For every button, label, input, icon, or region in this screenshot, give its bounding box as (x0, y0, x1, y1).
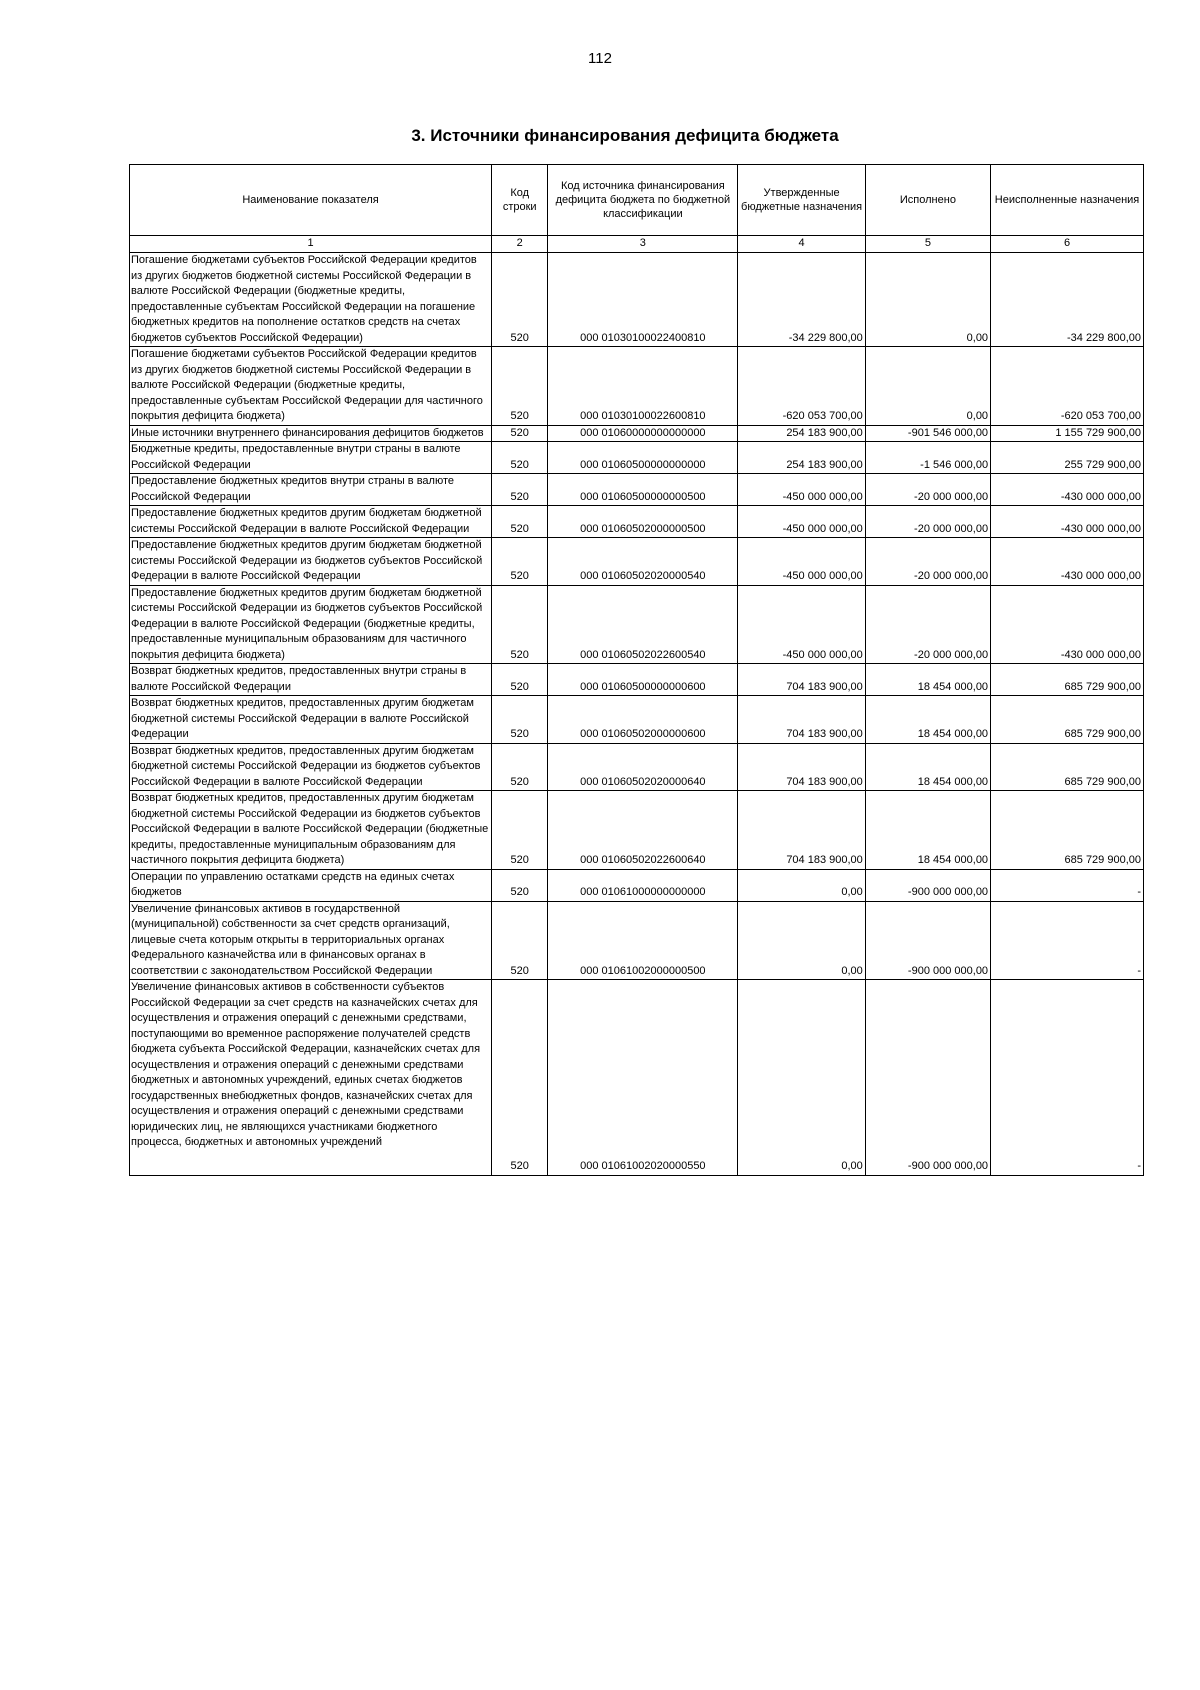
unexecuted-amount: -620 053 700,00 (991, 347, 1144, 426)
approved-amount: -450 000 000,00 (738, 585, 865, 664)
approved-amount: 0,00 (738, 869, 865, 901)
source-code: 000 01060502020000640 (548, 743, 738, 791)
indicator-name: Операции по управлению остатками средств на единых счетах бюджетов (130, 869, 492, 901)
approved-amount: 704 183 900,00 (738, 696, 865, 744)
header-source-code: Код источника финансирования дефицита бюджета по бюджетной классификации (548, 165, 738, 236)
source-code: 000 01060502020000540 (548, 538, 738, 586)
indicator-name: Предоставление бюджетных кредитов другим бюджетам бюджетной системы Российской Федерации из бюджетов субъектов Российской Федерации в валюте Российской Федерации (130, 538, 492, 586)
approved-amount: -450 000 000,00 (738, 474, 865, 506)
column-number: 1 (130, 236, 492, 253)
column-number: 4 (738, 236, 865, 253)
executed-amount: -900 000 000,00 (865, 901, 990, 980)
table-row (130, 347, 1144, 426)
page-number: 112 (588, 50, 612, 67)
source-code: 000 01030100022600810 (548, 347, 738, 426)
header-executed: Исполнено (865, 165, 990, 236)
indicator-name: Увеличение финансовых активов в собственности субъектов Российской Федерации за счет средств на казначейских счетах для осуществления и отражения операций с денежными средствами, поступающими во временное распоряжение получателей средств бюджета субъекта Российской Федерации, казначейских счетах для осуществления и отражения операций с денежными средствами бюджетных и автономных учреждений, единых счетах бюджетов государственных внебюджетных фондов, казначейских счетах для осуществления и отражения операций с денежными средствами юридических лиц, не являющихся участниками бюджетного процесса, бюджетных и автономных учреждений (130, 980, 492, 1176)
approved-amount: -450 000 000,00 (738, 506, 865, 538)
executed-amount: 18 454 000,00 (865, 791, 990, 870)
column-number: 6 (991, 236, 1144, 253)
approved-amount: 254 183 900,00 (738, 442, 865, 474)
approved-amount: 704 183 900,00 (738, 743, 865, 791)
table-row (130, 585, 1144, 664)
line-code: 520 (492, 506, 548, 538)
executed-amount: -900 000 000,00 (865, 869, 990, 901)
column-number-row (130, 236, 1144, 253)
line-code: 520 (492, 791, 548, 870)
indicator-name: Предоставление бюджетных кредитов другим бюджетам бюджетной системы Российской Федерации из бюджетов субъектов Российской Федерации в валюте Российской Федерации (бюджетные кредиты, предоставленные муниципальным образованиям для частичного покрытия дефицита бюджета) (130, 585, 492, 664)
executed-amount: -20 000 000,00 (865, 585, 990, 664)
source-code: 000 01060500000000500 (548, 474, 738, 506)
table-row (130, 506, 1144, 538)
executed-amount: -900 000 000,00 (865, 980, 990, 1176)
approved-amount: 254 183 900,00 (738, 425, 865, 442)
approved-amount: -34 229 800,00 (738, 253, 865, 347)
source-code: 000 01061002000000500 (548, 901, 738, 980)
approved-amount: 0,00 (738, 980, 865, 1176)
table-row (130, 696, 1144, 744)
unexecuted-amount: -430 000 000,00 (991, 474, 1144, 506)
executed-amount: 0,00 (865, 347, 990, 426)
source-code: 000 01060502022600540 (548, 585, 738, 664)
approved-amount: -450 000 000,00 (738, 538, 865, 586)
executed-amount: -1 546 000,00 (865, 442, 990, 474)
approved-amount: -620 053 700,00 (738, 347, 865, 426)
source-code: 000 01061002020000550 (548, 980, 738, 1176)
indicator-name: Иные источники внутреннего финансирования дефицитов бюджетов (130, 425, 492, 442)
approved-amount: 704 183 900,00 (738, 664, 865, 696)
line-code: 520 (492, 347, 548, 426)
indicator-name: Предоставление бюджетных кредитов другим бюджетам бюджетной системы Российской Федерации в валюте Российской Федерации (130, 506, 492, 538)
unexecuted-amount: - (991, 869, 1144, 901)
line-code: 520 (492, 474, 548, 506)
executed-amount: 18 454 000,00 (865, 696, 990, 744)
unexecuted-amount: 1 155 729 900,00 (991, 425, 1144, 442)
line-code: 520 (492, 253, 548, 347)
source-code: 000 01060000000000000 (548, 425, 738, 442)
table-row (130, 664, 1144, 696)
source-code: 000 01060500000000000 (548, 442, 738, 474)
approved-amount: 704 183 900,00 (738, 791, 865, 870)
table-row (130, 474, 1144, 506)
unexecuted-amount: - (991, 901, 1144, 980)
unexecuted-amount: - (991, 980, 1144, 1176)
line-code: 520 (492, 538, 548, 586)
source-code: 000 01060502000000600 (548, 696, 738, 744)
unexecuted-amount: 685 729 900,00 (991, 791, 1144, 870)
line-code: 520 (492, 743, 548, 791)
indicator-name: Предоставление бюджетных кредитов внутри страны в валюте Российской Федерации (130, 474, 492, 506)
header-unexecuted: Неисполненные назначения (991, 165, 1144, 236)
indicator-name: Погашение бюджетами субъектов Российской Федерации кредитов из других бюджетов бюджетной системы Российской Федерации в валюте Российской Федерации (бюджетные кредиты, предоставленные субъектам Российской Федерации на погашение бюджетных кредитов на пополнение остатков средств на счетах бюджетов субъектов Российской Федерации) (130, 253, 492, 347)
executed-amount: 0,00 (865, 253, 990, 347)
unexecuted-amount: 685 729 900,00 (991, 664, 1144, 696)
table-row (130, 253, 1144, 347)
table-row (130, 869, 1144, 901)
unexecuted-amount: -430 000 000,00 (991, 538, 1144, 586)
executed-amount: -901 546 000,00 (865, 425, 990, 442)
line-code: 520 (492, 442, 548, 474)
line-code: 520 (492, 585, 548, 664)
indicator-name: Бюджетные кредиты, предоставленные внутри страны в валюте Российской Федерации (130, 442, 492, 474)
line-code: 520 (492, 980, 548, 1176)
line-code: 520 (492, 869, 548, 901)
indicator-name: Возврат бюджетных кредитов, предоставленных внутри страны в валюте Российской Федерации (130, 664, 492, 696)
source-code: 000 01061000000000000 (548, 869, 738, 901)
indicator-name: Возврат бюджетных кредитов, предоставленных другим бюджетам бюджетной системы Российской Федерации в валюте Российской Федерации (130, 696, 492, 744)
line-code: 520 (492, 901, 548, 980)
indicator-name: Возврат бюджетных кредитов, предоставленных другим бюджетам бюджетной системы Российской Федерации из бюджетов субъектов Российской Федерации в валюте Российской Федерации (130, 743, 492, 791)
source-code: 000 01030100022400810 (548, 253, 738, 347)
unexecuted-amount: -430 000 000,00 (991, 506, 1144, 538)
line-code: 520 (492, 425, 548, 442)
table-row (130, 980, 1144, 1176)
column-number: 2 (492, 236, 548, 253)
unexecuted-amount: 255 729 900,00 (991, 442, 1144, 474)
source-code: 000 01060500000000600 (548, 664, 738, 696)
executed-amount: 18 454 000,00 (865, 664, 990, 696)
table-row (130, 538, 1144, 586)
table-row (130, 791, 1144, 870)
indicator-name: Погашение бюджетами субъектов Российской Федерации кредитов из других бюджетов бюджетной системы Российской Федерации в валюте Российской Федерации (бюджетные кредиты, предоставленные субъектам Российской Федерации для частичного покрытия дефицита бюджета) (130, 347, 492, 426)
header-row (130, 165, 1144, 236)
executed-amount: -20 000 000,00 (865, 474, 990, 506)
financing-sources-table (129, 164, 1144, 1176)
approved-amount: 0,00 (738, 901, 865, 980)
indicator-name: Возврат бюджетных кредитов, предоставленных другим бюджетам бюджетной системы Российской Федерации из бюджетов субъектов Российской Федерации в валюте Российской Федерации (бюджетные кредиты, предоставленные муниципальным образованиям для частичного покрытия дефицита бюджета) (130, 791, 492, 870)
unexecuted-amount: 685 729 900,00 (991, 696, 1144, 744)
executed-amount: -20 000 000,00 (865, 506, 990, 538)
source-code: 000 01060502022600640 (548, 791, 738, 870)
table-row (130, 425, 1144, 442)
table-row (130, 442, 1144, 474)
header-line-code: Код строки (492, 165, 548, 236)
line-code: 520 (492, 664, 548, 696)
unexecuted-amount: -430 000 000,00 (991, 585, 1144, 664)
column-number: 5 (865, 236, 990, 253)
table-row (130, 743, 1144, 791)
unexecuted-amount: 685 729 900,00 (991, 743, 1144, 791)
page-title: 3. Источники финансирования дефицита бюджета (411, 126, 839, 145)
source-code: 000 01060502000000500 (548, 506, 738, 538)
executed-amount: -20 000 000,00 (865, 538, 990, 586)
indicator-name: Увеличение финансовых активов в государственной (муниципальной) собственности за счет средств организаций, лицевые счета которым открыты в территориальных органах Федерального казначейства или в финансовых органах в соответствии с законодательством Российской Федерации (130, 901, 492, 980)
line-code: 520 (492, 696, 548, 744)
header-indicator-name: Наименование показателя (130, 165, 492, 236)
table-row (130, 901, 1144, 980)
executed-amount: 18 454 000,00 (865, 743, 990, 791)
column-number: 3 (548, 236, 738, 253)
unexecuted-amount: -34 229 800,00 (991, 253, 1144, 347)
header-approved: Утвержденные бюджетные назначения (738, 165, 865, 236)
